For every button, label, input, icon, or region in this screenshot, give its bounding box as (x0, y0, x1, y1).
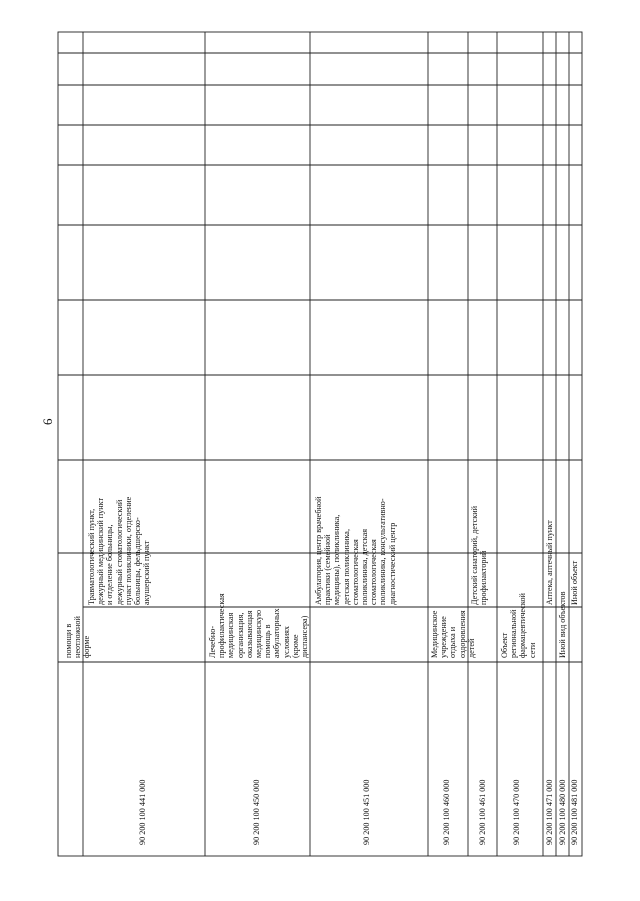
row-7-subtype: Аптека, аптечный пункт (545, 520, 554, 605)
row-3-subtype: Амбулатория, центр врачебной практики (семейной медицины), поликлиника, детская поликлиника, стоматологическая поликлиника, детская стоматологическая поликлиника, консультативно-диагностический центр (314, 496, 397, 605)
row-2-type: Лечебно-профилактическая медицинская организация, оказывающая медицинскую помощь в амбулаторных условиях (кроме диспансера) (208, 593, 310, 658)
row-9-subtype: Иной объект (570, 560, 579, 605)
row-7-code: 90 200 100 471 000 (545, 779, 554, 845)
row-9-code: 90 200 100 481 000 (570, 779, 579, 845)
row-5-code: 90 200 100 461 000 (478, 779, 487, 845)
row-1-code: 90 200 100 441 000 (138, 779, 147, 845)
row-4-code: 90 200 100 460 000 (442, 779, 451, 845)
row-1-subtype: Травматологический пункт, дежурный медицинский пункт и отделение больницы, дежурный стоматологический пункт поликлиники, отделение больницы, фельдшерско-акушерский пункт (87, 496, 152, 605)
row-2-code: 90 200 100 450 000 (252, 779, 261, 845)
row-8-type: Иной вид объектов (558, 591, 567, 658)
row-6-code: 90 200 100 470 000 (512, 779, 521, 845)
row-6-type: Объект региональной фармацевтической сети (500, 593, 537, 658)
row-0-type: помощи в неотложной форме (64, 616, 92, 658)
row-3-code: 90 200 100 451 000 (362, 779, 371, 845)
page-number: 6 (40, 418, 55, 425)
row-8-code: 90 200 100 480 000 (558, 779, 567, 845)
row-4-type: Медицинское учреждение отдыха и оздоровления детей (430, 610, 476, 658)
row-5-subtype: Детский санаторий, детский профилакторий (470, 506, 489, 605)
